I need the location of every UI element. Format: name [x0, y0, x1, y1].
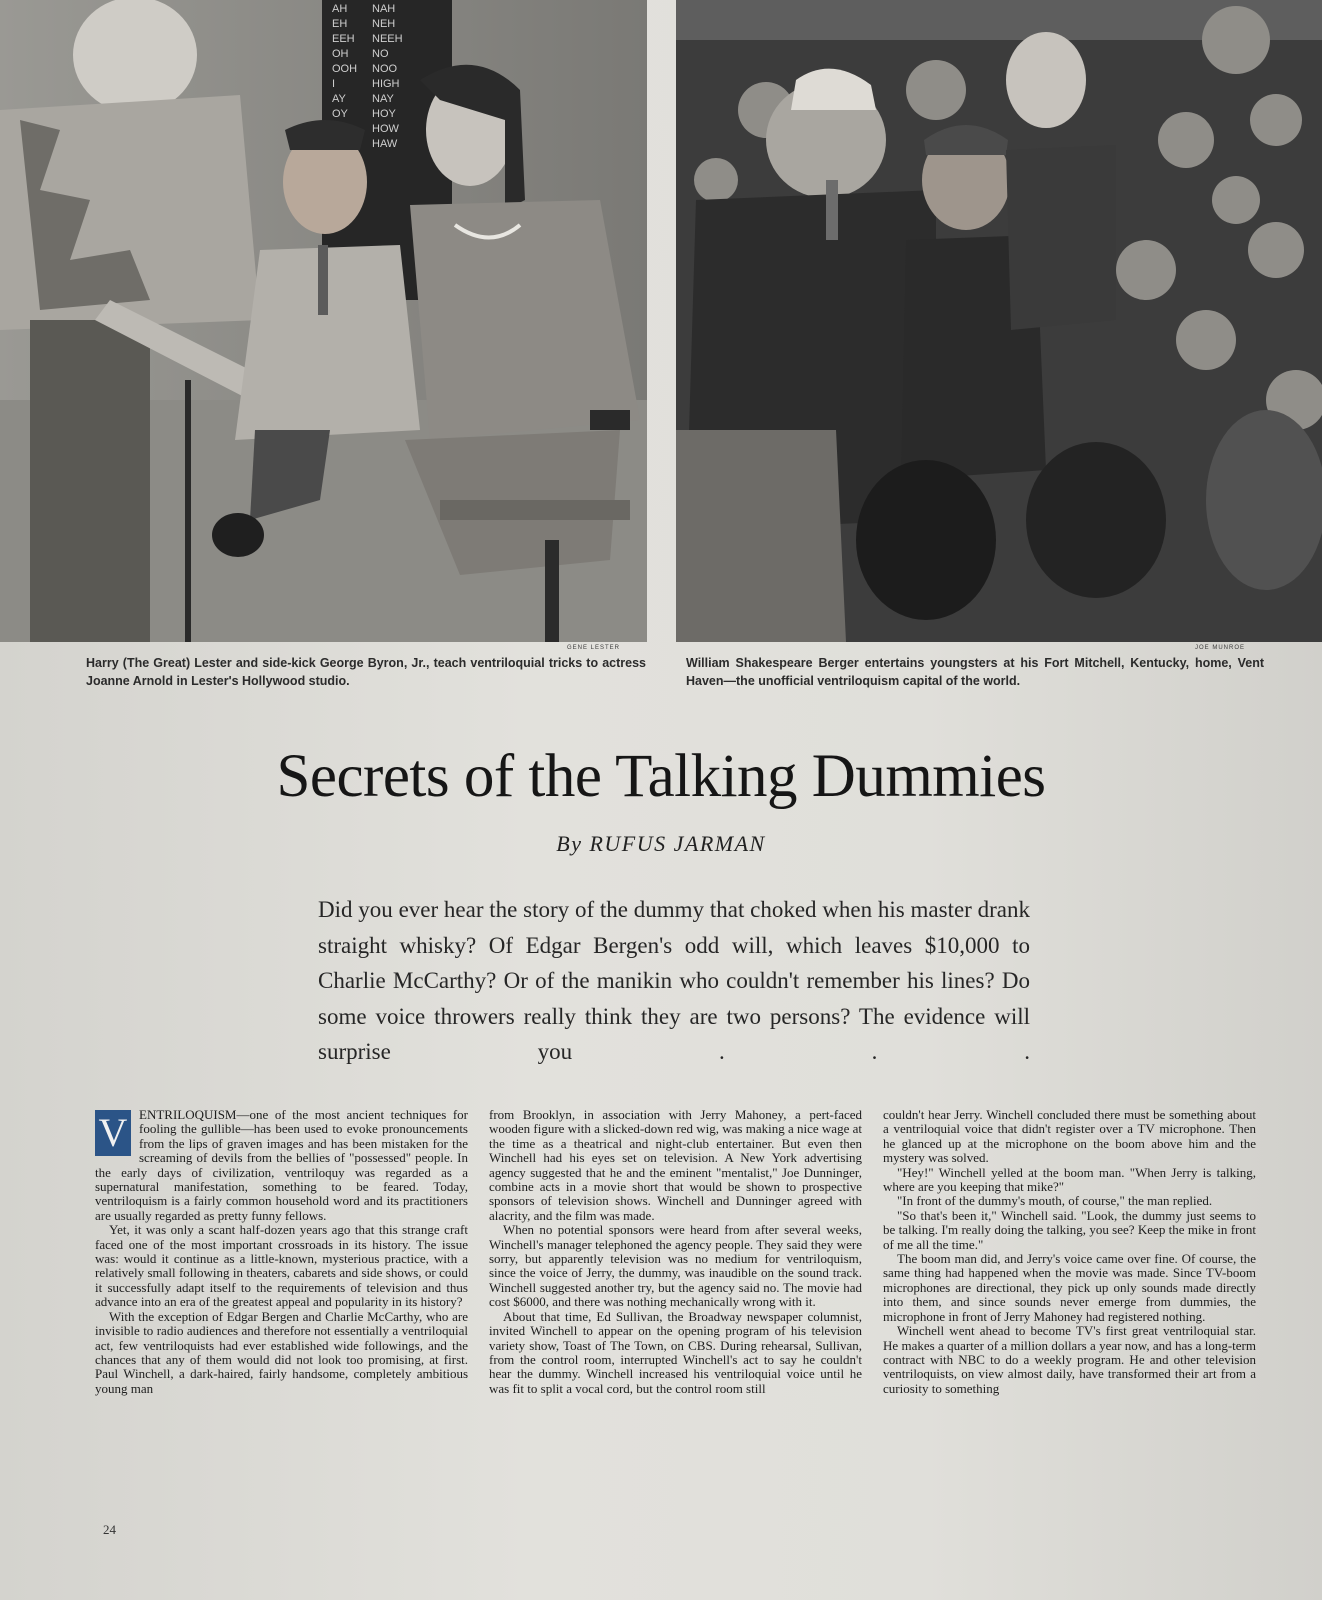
blackboard-word: OOH [332, 63, 358, 75]
photo-credit-right: JOE MUNROE [1195, 645, 1246, 651]
photo-caption-right: William Shakespeare Berger entertains youngsters at his Fort Mitchell, Kentucky, home, Vent Haven—the unofficial ventriloquism capital of the world. [686, 656, 1264, 688]
paragraph: The boom man did, and Jerry's voice came over fine. Of course, the same thing had happened when the movie was made. Since TV-boom microphones are directional, they pick up only sounds made directly into them, and since sounds never emerge from dummies, the microphone in front of Jerry Mahoney had registered nothing. [883, 1251, 1256, 1324]
blackboard-word: HOY [372, 108, 396, 120]
paragraph: With the exception of Edgar Bergen and Charlie McCarthy, who are invisible to radio audiences and therefore not essentially a ventriloquial act, few ventriloquists had ever established wide followings, and the chances that any of them would did not look too promising, at first. Paul Winchell, a dark-haired, fairly handsome, completely ambitious young man [95, 1308, 468, 1396]
blackboard-word: HOW [372, 123, 399, 135]
article-byline: By RUFUS JARMAN [556, 831, 766, 856]
photo-berger-vent-haven [676, 0, 1322, 642]
drop-cap: V [95, 1110, 131, 1156]
blackboard-word: NAH [372, 3, 396, 15]
paragraph: "So that's been it," Winchell said. "Look, the dummy just seems to be talking. I'm really doing the talking, you see? Keep the mike in front of me all the time." [883, 1207, 1256, 1252]
paragraph: When no potential sponsors were heard from after several weeks, Winchell's manager telephoned the agency people. They said they were sorry, but apparently television was no medium for ventriloquism, since the voice of Jerry, the dummy, was inaudible on the sound track. Winchell suggested another try, but the agency said no. The movie had cost $6000, and there was nothing mechanically wrong with it. [489, 1222, 862, 1310]
article-deck: Did you ever hear the story of the dummy that choked when his master drank straight whisky? Of Edgar Bergen's odd will, which leaves $10,000 to Charlie McCarthy? Or of the manikin who couldn't remember his lines? Do some voice throwers really think they are two persons? The evidence will surprise you . . . [318, 897, 1030, 1064]
blackboard-word: AY [332, 93, 346, 105]
blackboard-word: AH [332, 3, 348, 15]
paragraph: from Brooklyn, in association with Jerry Mahoney, a pert-faced wooden figure with a slicked-down red wig, was making a nice wage at the time as a theatrical and night-club entertainer. But even then Winchell had his eyes set on television. A New York advertising agency suggested that he and the eminent "mentalist," Joe Dunninger, combine acts in a movie short that would be shown to prospective sponsors of television shows. Winchell and Dunninger agreed with alacrity, and the film was made. [489, 1107, 862, 1223]
blackboard-word: OH [332, 48, 349, 60]
blackboard-word: NEEH [372, 33, 403, 45]
photo-credit-left: GENE LESTER [567, 645, 621, 651]
blackboard-word: NO [372, 48, 389, 60]
blackboard-word: NOO [372, 63, 398, 75]
blackboard-word: EEH [332, 33, 355, 45]
blackboard-word: NAY [372, 93, 394, 105]
page-number: 24 [103, 1522, 116, 1537]
article-column-2 [489, 1108, 862, 1396]
paragraph: Winchell went ahead to become TV's first great ventriloquial star. He makes a quarter of a million dollars a year now, and has a long-term contract with NBC to do a weekly program. He and other television ventriloquists, on view almost daily, have transformed their art from a curiosity to something [883, 1323, 1256, 1396]
blackboard-word: HIGH [372, 78, 400, 90]
article-column-3 [883, 1108, 1256, 1396]
blackboard-word: NEH [372, 18, 396, 30]
photo-berger-illustration [676, 0, 1322, 642]
blackboard-word: OY [332, 108, 348, 120]
article-column-1 [95, 1108, 468, 1396]
blackboard-word: HAW [372, 138, 398, 150]
blackboard-word: EH [332, 18, 348, 30]
photo-lester-illustration [0, 0, 647, 642]
photo-caption-left: Harry (The Great) Lester and side-kick George Byron, Jr., teach ventriloquial tricks to actress Joanne Arnold in Lester's Hollywood studio. [86, 656, 646, 688]
paragraph: Yet, it was only a scant half-dozen years ago that this strange craft faced one of the most important crossroads in its history. The issue was: would it continue as a little-known, mysterious practice, with a relatively small following in theaters, cabarets and side shows, or could it successfully adapt itself to the requirements of television and thus advance into an era of the greatest appeal and popularity in its history? [95, 1222, 468, 1310]
article-title: Secrets of the Talking Dummies [276, 743, 1046, 810]
blackboard-word: I [332, 78, 336, 90]
paragraph: ENTRILOQUISM—one of the most ancient techniques for fooling the gullible—has been used to evoke pronouncements from the lips of graven images and has been mistaken for the screaming of devils from the bellies of "possessed" people. In the early days of civilization, ventriloquy was regarded as a supernatural manifestation, something to be feared. Today, ventriloquism is a fairly common household word and its practitioners are usually regarded as pretty funny fellows. [95, 1107, 468, 1223]
paragraph: "Hey!" Winchell yelled at the boom man. "When Jerry is talking, where are you keeping that mike?" [883, 1164, 1256, 1195]
paragraph: couldn't hear Jerry. Winchell concluded there must be something about a ventriloquial voice that didn't register over a TV microphone. Then he glanced up at the microphone on the boom above him and the mystery was solved. [883, 1107, 1256, 1166]
paragraph: About that time, Ed Sullivan, the Broadway newspaper columnist, invited Winchell to appear on the opening program of his television variety show, Toast of The Town, on CBS. During rehearsal, Sullivan, from the control room, interrupted Winchell's act to say he couldn't hear the dummy. Winchell increased his ventriloquial voice until he was fit to split a vocal cord, but the control room still [489, 1308, 862, 1396]
paragraph: "In front of the dummy's mouth, of course," the man replied. [897, 1193, 1213, 1209]
photo-lester-studio [0, 0, 647, 642]
